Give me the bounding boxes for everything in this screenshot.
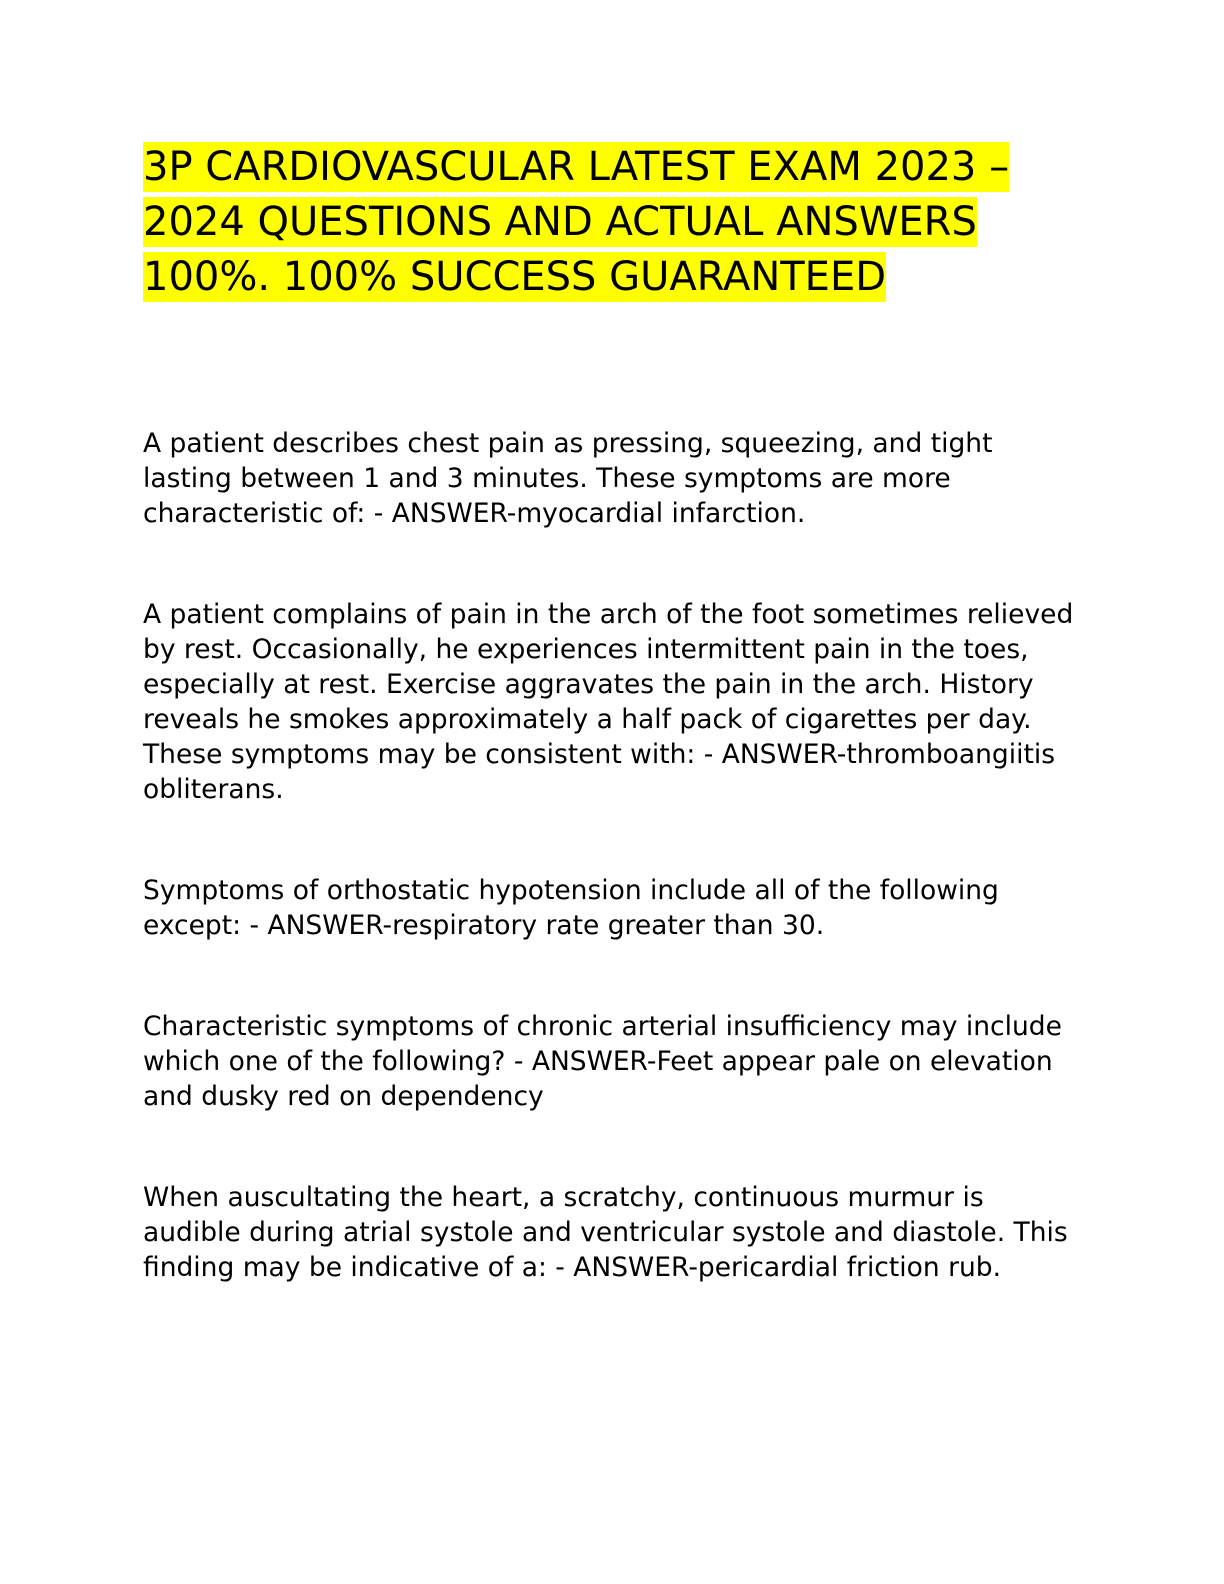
document-title (143, 140, 1073, 305)
qa-item: When auscultating the heart, a scratchy, continuous murmur is audible during atrial systole and ventricular systole and diastole. This finding may be indicative of a: - ANSWER-pericardial friction rub. (143, 1182, 1068, 1283)
qa-item: A patient complains of pain in the arch of the foot sometimes relieved by rest. Occasionally, he experiences intermittent pain in the toes, especially at rest. Exercise aggravates the pain in the arch. History reveals he smokes approximately a half pack of cigarettes per day. These symptoms may be consistent with: - ANSWER-thromboangiitis obliterans. (143, 599, 1074, 805)
qa-item: A patient describes chest pain as pressing, squeezing, and tight lasting between 1 and 3 minutes. These symptoms are more characteristic of: - ANSWER-myocardial infarction. (143, 428, 993, 529)
qa-item: Symptoms of orthostatic hypotension include all of the following except: - ANSWER-respiratory rate greater than 30. (143, 875, 999, 941)
title-highlight: 3P CARDIOVASCULAR LATEST EXAM 2023 – 2024 QUESTIONS AND ACTUAL ANSWERS 100%. 100% SUCCESS GUARANTEED (143, 144, 1010, 300)
qa-item: Characteristic symptoms of chronic arterial insufficiency may include which one of the following? - ANSWER-Feet appear pale on elevation and dusky red on dependency (143, 1011, 1062, 1112)
